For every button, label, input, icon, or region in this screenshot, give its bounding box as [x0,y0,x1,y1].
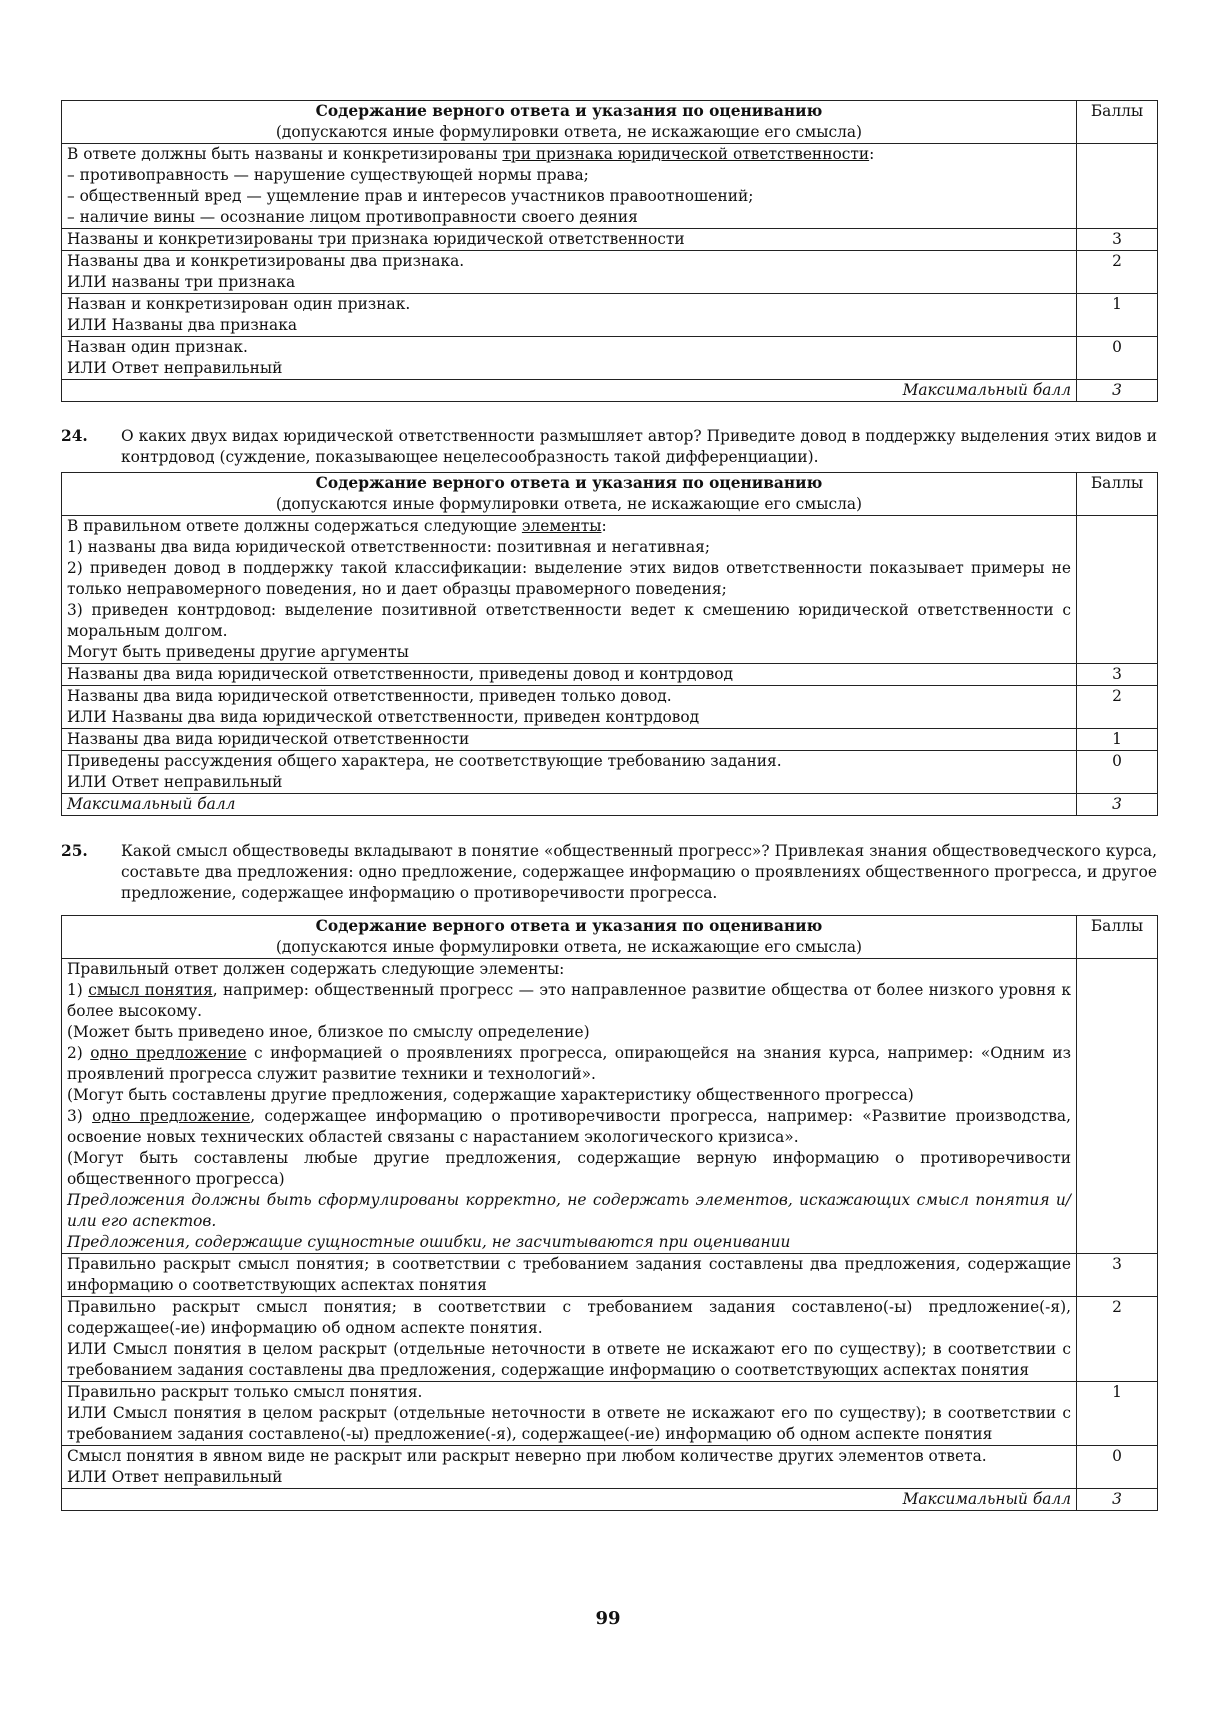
score-value: 0 [1077,751,1158,794]
content-row [62,959,1158,1254]
header-title: Содержание верного ответа и указания по оцениванию [315,917,823,935]
content-item-3: 3) одно предложение, содержащее информацию о противоречивости прогресса, например: «Развитие производства, освоение новых технических областей связаны с нарастанием экологического кризиса». [67,1107,1071,1146]
criterion-line: ИЛИ Ответ неправильный [67,773,283,791]
task-25-question [61,841,1157,904]
max-score-row [62,1489,1158,1511]
content-row [62,516,1158,664]
header-subtitle: (допускаются иные формулировки ответа, не искажающие его смысла) [275,938,863,956]
answer-content [62,144,1077,229]
task-number: 25. [61,842,88,860]
criteria-table-24 [61,472,1158,816]
table-header-cell [62,473,1077,516]
page-number: 99 [595,1608,621,1629]
criterion-line: ИЛИ Смысл понятия в целом раскрыт (отдельные неточности в ответе не искажают его по существу); в соответствии с требованием задания составлено(-ы) предложение(-я), содержащее(-ие) информацию об одном аспекте понятия [67,1404,1071,1443]
criterion-text [62,1382,1077,1446]
answer-content [62,516,1077,664]
content-line: Могут быть приведены другие аргументы [67,643,409,661]
criterion-text [62,1297,1077,1382]
criterion-text [62,729,1077,751]
italic-note: Предложения, содержащие сущностные ошибки, не засчитываются при оценивании [67,1233,791,1251]
max-score-value: 3 [1077,1489,1158,1511]
score-row [62,294,1158,337]
criterion-text [62,686,1077,729]
criterion-text [62,1446,1077,1489]
criterion-text [62,664,1077,686]
score-row [62,337,1158,380]
content-line: 2) приведен довод в поддержку такой классификации: выделение этих видов ответственности показывает примеры не только неправомерного поведения, но и дает образцы правомерного поведения; [67,559,1071,598]
task-text: Какой смысл обществоведы вкладывают в понятие «общественный прогресс»? Привлекая знания обществоведческого курса, составьте два предложения: одно предложение, содержащее информацию о проявлениях общественного прогресса, и другое предложение, содержащее информацию о противоречивости прогресса. [121,842,1157,902]
points-header: Баллы [1077,473,1158,516]
criterion-text [62,294,1077,337]
criterion-line: Названы два вида юридической ответственности, приведены довод и контрдовод [67,665,733,683]
score-row [62,1382,1158,1446]
score-row [62,686,1158,729]
score-row [62,251,1158,294]
content-line: В ответе должны быть названы и конкретизированы три признака юридической ответственности: [67,145,875,163]
max-score-label: Максимальный балл [62,380,1077,402]
score-value: 1 [1077,294,1158,337]
criterion-text [62,251,1077,294]
header-title: Содержание верного ответа и указания по оцениванию [315,474,823,492]
criteria-table-25 [61,915,1158,1511]
header-subtitle: (допускаются иные формулировки ответа, не искажающие его смысла) [275,495,863,513]
score-row [62,751,1158,794]
criterion-line: ИЛИ Названы два вида юридической ответственности, приведен контрдовод [67,708,700,726]
criterion-text [62,337,1077,380]
criterion-line: ИЛИ Смысл понятия в целом раскрыт (отдельные неточности в ответе не искажают его по существу); в соответствии с требованием задания составлены два предложения, содержащие информацию о соответствующих аспектах понятия [67,1340,1071,1379]
max-score-label: Максимальный балл [62,1489,1077,1511]
score-value: 3 [1077,229,1158,251]
content-line: Правильный ответ должен содержать следующие элементы: [67,960,565,978]
criterion-line: Правильно раскрыт смысл понятия; в соответствии с требованием задания составлены два предложения, содержащие информацию о соответствующих аспектах понятия [67,1255,1071,1294]
score-row [62,664,1158,686]
score-value: 1 [1077,1382,1158,1446]
content-line: – общественный вред — ущемление прав и интересов участников правоотношений; [67,187,754,205]
header-title: Содержание верного ответа и указания по оцениванию [315,102,823,120]
score-value: 1 [1077,729,1158,751]
table-header-cell [62,101,1077,144]
criterion-line: Названы два вида юридической ответственности, приведен только довод. [67,687,672,705]
max-score-row [62,794,1158,816]
criterion-line: Приведены рассуждения общего характера, не соответствующие требованию задания. [67,752,782,770]
content-line: – противоправность — нарушение существующей нормы права; [67,166,589,184]
table-header-row [62,101,1158,144]
max-score-value: 3 [1077,380,1158,402]
points-header: Баллы [1077,101,1158,144]
criterion-line: ИЛИ Названы два признака [67,316,298,334]
max-score-row [62,380,1158,402]
content-note: (Могут быть составлены другие предложения, содержащие характеристику общественного прогресса) [67,1086,914,1104]
content-note: (Может быть приведено иное, близкое по смыслу определение) [67,1023,590,1041]
score-value: 0 [1077,337,1158,380]
table-header-cell [62,916,1077,959]
criteria-table-23 [61,100,1158,402]
criterion-line: Правильно раскрыт смысл понятия; в соответствии с требованием задания составлено(-ы) предложение(-я), содержащее(-ие) информацию об одном аспекте понятия. [67,1298,1071,1337]
max-score-label: Максимальный балл [62,794,1077,816]
score-value: 3 [1077,1254,1158,1297]
content-note: (Могут быть составлены любые другие предложения, содержащие верную информацию о противоречивости общественного прогресса) [67,1149,1071,1188]
answer-content [62,959,1077,1254]
criterion-line: Назван и конкретизирован один признак. [67,295,411,313]
table-header-row [62,473,1158,516]
criterion-line: Названы два и конкретизированы два признака. [67,252,465,270]
criterion-line: ИЛИ Ответ неправильный [67,359,283,377]
points-header: Баллы [1077,916,1158,959]
score-row [62,1297,1158,1382]
criterion-line: ИЛИ Ответ неправильный [67,1468,283,1486]
task-24-question [61,426,1157,468]
content-row [62,144,1158,229]
criterion-text [62,229,1077,251]
score-value: 3 [1077,664,1158,686]
score-row [62,229,1158,251]
score-value: 0 [1077,1446,1158,1489]
empty-score-cell [1077,144,1158,229]
task-number: 24. [61,427,88,445]
max-score-value: 3 [1077,794,1158,816]
score-row [62,1446,1158,1489]
empty-score-cell [1077,959,1158,1254]
criterion-line: Смысл понятия в явном виде не раскрыт или раскрыт неверно при любом количестве других элементов ответа. [67,1447,987,1465]
content-line: 1) названы два вида юридической ответственности: позитивная и негативная; [67,538,711,556]
criterion-text [62,1254,1077,1297]
criterion-text [62,751,1077,794]
score-value: 2 [1077,686,1158,729]
score-value: 2 [1077,251,1158,294]
task-text: О каких двух видах юридической ответственности размышляет автор? Приведите довод в поддержку выделения этих видов и контрдовод (суждение, показывающее нецелесообразность такой дифференциации). [121,427,1157,466]
content-line: – наличие вины — осознание лицом противоправности своего деяния [67,208,638,226]
criterion-line: Названы два вида юридической ответственности [67,730,470,748]
content-item-2: 2) одно предложение с информацией о проявлениях прогресса, опирающейся на знания курса, например: «Одним из проявлений прогресса служит развитие техники и технологий». [67,1044,1071,1083]
table-header-row [62,916,1158,959]
content-line: В правильном ответе должны содержаться следующие элементы: [67,517,607,535]
header-subtitle: (допускаются иные формулировки ответа, не искажающие его смысла) [275,123,863,141]
criterion-line: Назван один признак. [67,338,248,356]
criterion-line: ИЛИ названы три признака [67,273,296,291]
score-row [62,1254,1158,1297]
empty-score-cell [1077,516,1158,664]
content-item-1: 1) смысл понятия, например: общественный прогресс — это направленное развитие общества от более низкого уровня к более высокому. [67,981,1071,1020]
score-row [62,729,1158,751]
criterion-line: Правильно раскрыт только смысл понятия. [67,1383,423,1401]
content-line: 3) приведен контрдовод: выделение позитивной ответственности ведет к смешению юридической ответственности с моральным долгом. [67,601,1071,640]
score-value: 2 [1077,1297,1158,1382]
italic-note: Предложения должны быть сформулированы корректно, не содержать элементов, искажающих смысл понятия и/или его аспектов. [67,1191,1071,1230]
criterion-line: Названы и конкретизированы три признака юридической ответственности [67,230,685,248]
